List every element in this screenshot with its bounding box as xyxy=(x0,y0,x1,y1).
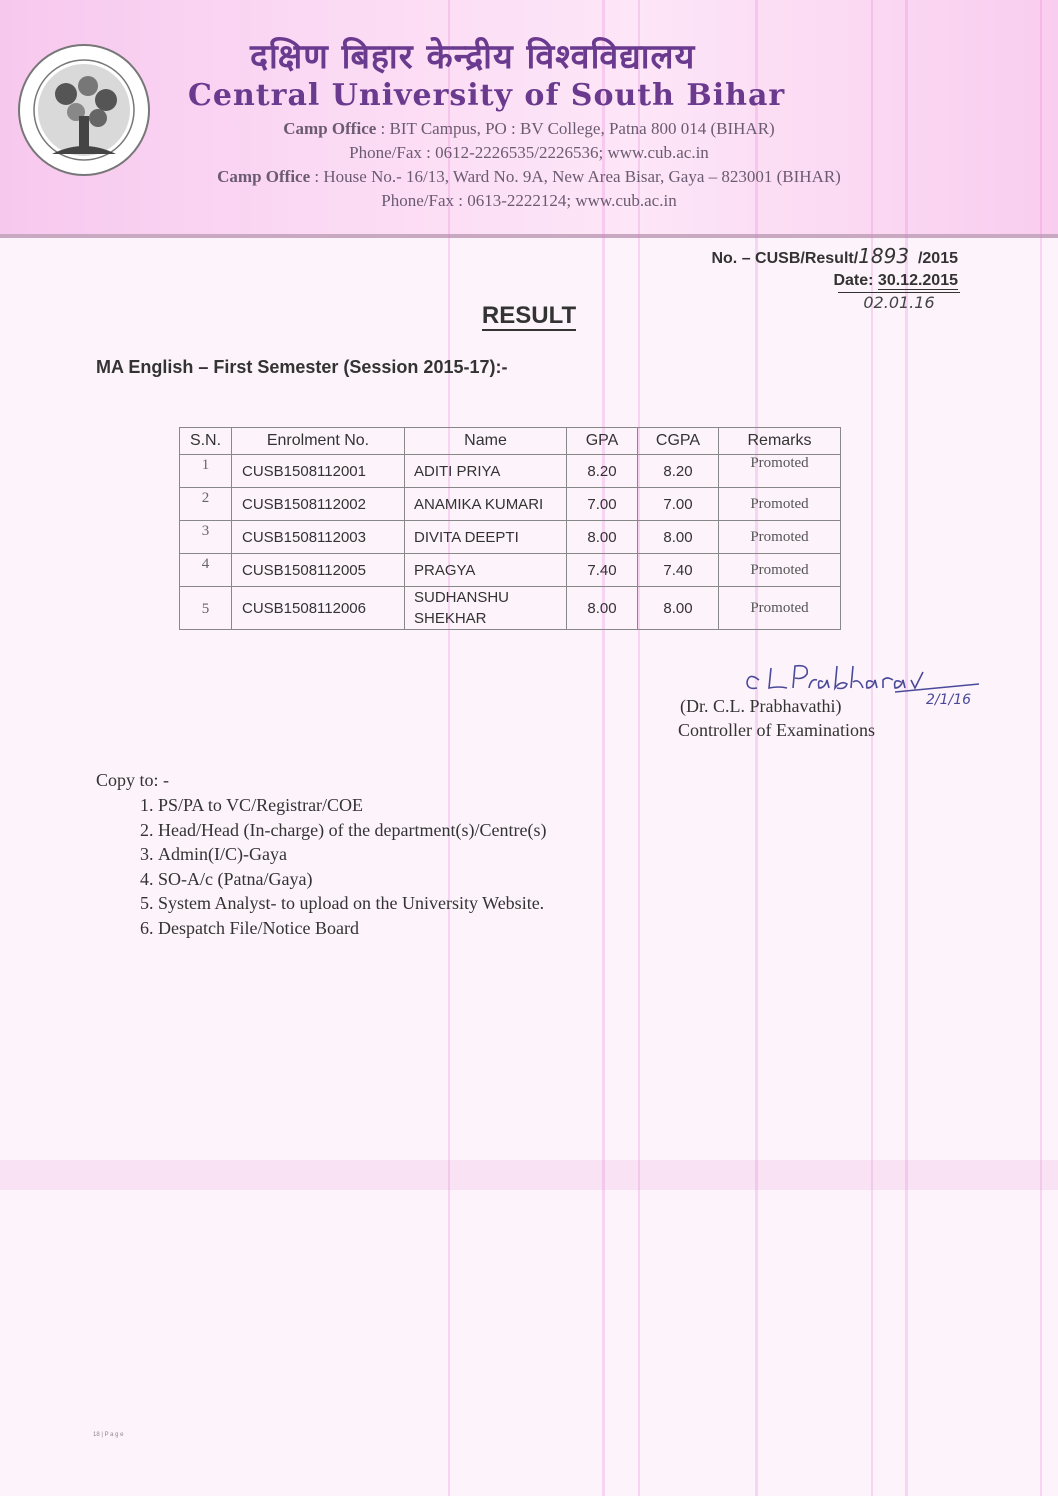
university-name-english: Central University of South Bihar xyxy=(188,78,786,113)
scan-stripe xyxy=(1040,0,1042,1496)
letterhead-divider xyxy=(0,234,1058,238)
header-gpa: GPA xyxy=(567,428,638,455)
signatory-title: Controller of Examinations xyxy=(678,720,875,740)
signatory-name: (Dr. C.L. Prabhavathi) xyxy=(680,696,842,716)
cell-gpa: 8.00 xyxy=(567,587,638,630)
camp-office-label: Camp Office xyxy=(283,119,377,138)
cell-remarks: Promoted xyxy=(719,455,841,488)
cell-remarks: Promoted xyxy=(719,587,841,630)
cell-enrolment: CUSB1508112005 xyxy=(232,554,405,587)
cell-sn: 5 xyxy=(180,587,232,630)
phone-patna: Phone/Fax : 0612-2226535/2226536; www.cub.ac.in xyxy=(349,143,709,162)
cell-remarks: Promoted xyxy=(719,488,841,521)
header-cgpa: CGPA xyxy=(638,428,719,455)
cell-remarks: Promoted xyxy=(719,521,841,554)
list-item: 4. SO-A/c (Patna/Gaya) xyxy=(158,867,547,892)
table-row xyxy=(180,587,841,630)
header-sn: S.N. xyxy=(180,428,232,455)
cell-name: SUDHANSHU SHEKHAR xyxy=(405,587,567,630)
table-row xyxy=(180,554,841,587)
phone-gaya: Phone/Fax : 0613-2222124; www.cub.ac.in xyxy=(381,191,677,210)
cell-name: DIVITA DEEPTI xyxy=(405,521,567,554)
table-row xyxy=(180,455,841,488)
cell-remarks: Promoted xyxy=(719,554,841,587)
scan-stripe xyxy=(755,0,758,1496)
scan-band xyxy=(0,1160,1058,1190)
reference-number xyxy=(711,244,958,268)
handwritten-date: 02.01.16 xyxy=(838,292,960,312)
reference-prefix: No. – CUSB/Result/ xyxy=(711,250,859,267)
list-item: 6. Despatch File/Notice Board xyxy=(158,916,547,941)
cell-enrolment: CUSB1508112001 xyxy=(232,455,405,488)
programme-subtitle: MA English – First Semester (Session 2015-17):- xyxy=(96,357,508,377)
camp-office-address: : BIT Campus, PO : BV College, Patna 800 014 (BIHAR) xyxy=(380,119,775,138)
date-value: 30.12.2015 xyxy=(877,272,958,289)
issue-date xyxy=(833,272,958,290)
cell-cgpa: 8.00 xyxy=(638,587,719,630)
camp-office-gaya xyxy=(0,167,1058,187)
cell-sn: 4 xyxy=(180,554,232,587)
cell-name: ADITI PRIYA xyxy=(405,455,567,488)
table-header-row xyxy=(180,428,841,455)
cell-cgpa: 8.20 xyxy=(638,455,719,488)
table-row xyxy=(180,521,841,554)
cell-cgpa: 8.00 xyxy=(638,521,719,554)
cell-enrolment: CUSB1508112003 xyxy=(232,521,405,554)
cell-enrolment: CUSB1508112006 xyxy=(232,587,405,630)
page-number: 18 | P a g e xyxy=(93,1432,124,1438)
list-item: 2. Head/Head (In-charge) of the department(s)/Centre(s) xyxy=(158,818,547,843)
university-name-hindi: दक्षिण बिहार केन्द्रीय विश्वविद्यालय xyxy=(250,37,696,77)
scan-stripe xyxy=(638,0,640,1496)
scan-stripe xyxy=(448,0,450,1496)
document-title xyxy=(0,302,1058,330)
cell-sn: 2 xyxy=(180,488,232,521)
handwritten-ref-number: 1893 xyxy=(858,244,910,268)
cell-cgpa: 7.40 xyxy=(638,554,719,587)
cell-gpa: 8.20 xyxy=(567,455,638,488)
cell-name: PRAGYA xyxy=(405,554,567,587)
cell-sn: 1 xyxy=(180,455,232,488)
copy-to-list xyxy=(126,793,547,940)
header-name: Name xyxy=(405,428,567,455)
cell-cgpa: 7.00 xyxy=(638,488,719,521)
results-table xyxy=(179,427,841,630)
camp-office-address: : House No.- 16/13, Ward No. 9A, New Area Bisar, Gaya – 823001 (BIHAR) xyxy=(314,167,841,186)
signature-date: 2/1/16 xyxy=(926,692,972,708)
cell-name: ANAMIKA KUMARI xyxy=(405,488,567,521)
cell-gpa: 7.00 xyxy=(567,488,638,521)
cell-gpa: 7.40 xyxy=(567,554,638,587)
cell-enrolment: CUSB1508112002 xyxy=(232,488,405,521)
table-row xyxy=(180,488,841,521)
copy-to-label: Copy to: - xyxy=(96,770,170,790)
document-title-text: RESULT xyxy=(481,302,577,329)
scan-stripe xyxy=(602,0,605,1496)
list-item: 1. PS/PA to VC/Registrar/COE xyxy=(158,793,547,818)
list-item: 3. Admin(I/C)-Gaya xyxy=(158,842,547,867)
list-item: 5. System Analyst- to upload on the University Website. xyxy=(158,891,547,916)
date-label: Date: xyxy=(833,272,874,289)
header-remarks: Remarks xyxy=(719,428,841,455)
scan-stripe xyxy=(905,0,908,1496)
cell-gpa: 8.00 xyxy=(567,521,638,554)
camp-office-patna xyxy=(0,119,1058,139)
scan-stripe xyxy=(871,0,873,1496)
header-enrolment: Enrolment No. xyxy=(232,428,405,455)
cell-sn: 3 xyxy=(180,521,232,554)
reference-suffix: /2015 xyxy=(917,250,958,267)
camp-office-label: Camp Office xyxy=(217,167,311,186)
